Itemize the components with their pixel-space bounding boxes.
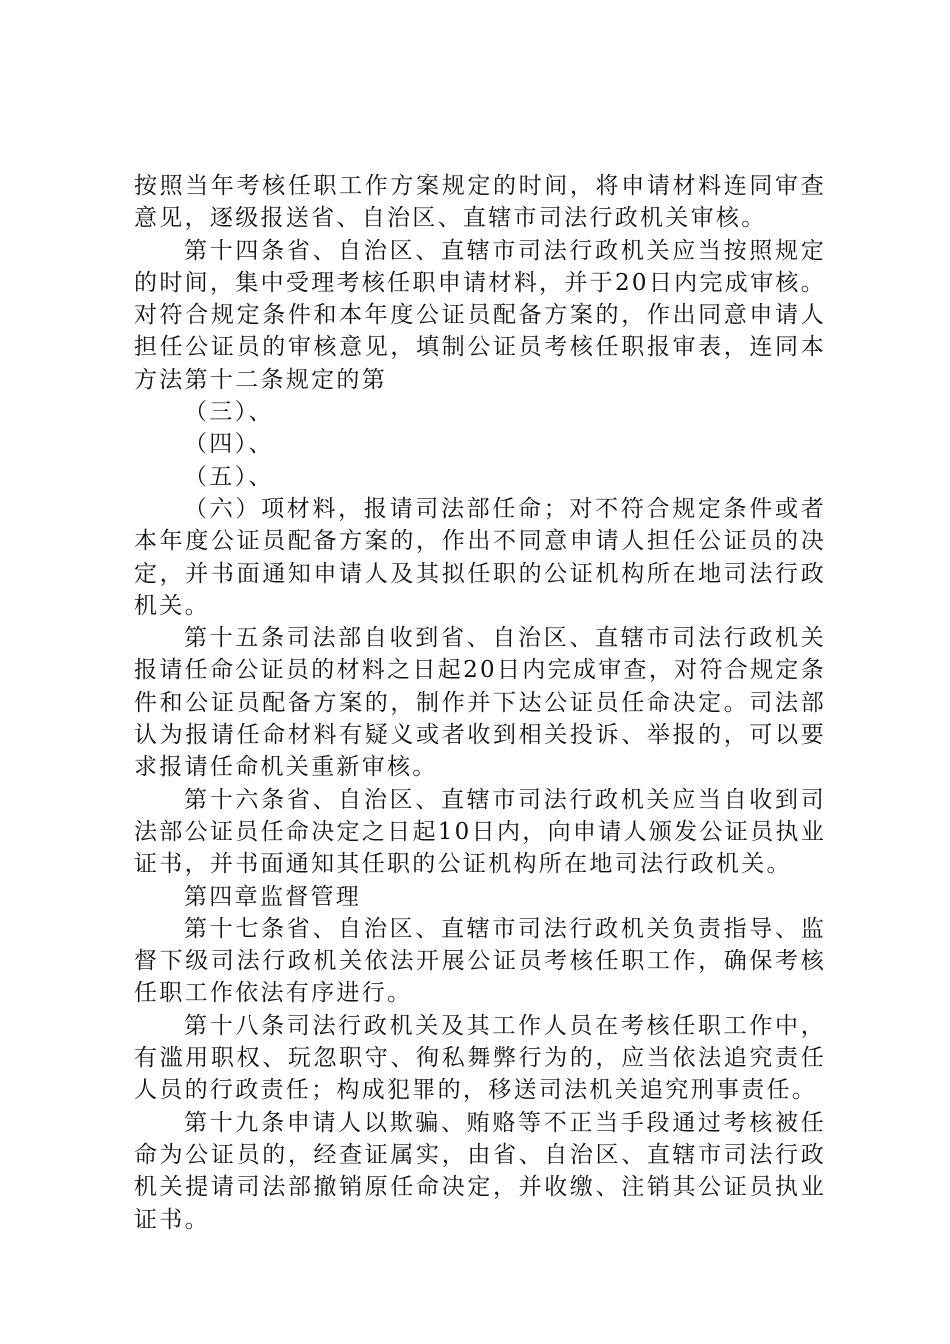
- paragraph-article-17: 第十七条省、自治区、直辖市司法行政机关负责指导、监督下级司法行政机关依法开展公证员考核任职工作，确保考核任职工作依法有序进行。: [134, 915, 826, 1007]
- paragraph-article-15: 第十五条司法部自收到省、自治区、直辖市司法行政机关报请任命公证员的材料之日起20日内完成审查，对符合规定条件和公证员配备方案的，制作并下达公证员任命决定。司法部认为报请任命材料有疑义或者收到相关投诉、举报的，可以要求报请任命机关重新审核。: [134, 625, 826, 781]
- paragraph-article-19: 第十九条申请人以欺骗、贿赂等不正当手段通过考核被任命为公证员的，经查证属实，由省、自治区、直辖市司法行政机关提请司法部撤销原任命决定，并收缴、注销其公证员执业证书。: [134, 1109, 826, 1233]
- paragraph-article-14: 第十四条省、自治区、直辖市司法行政机关应当按照规定的时间，集中受理考核任职申请材料，并于20日内完成审核。对符合规定条件和本年度公证员配备方案的，作出同意申请人担任公证员的审核意见，填制公证员考核任职报审表，连同本方法第十二条规定的第: [134, 237, 826, 393]
- paragraph-continuation: 按照当年考核任职工作方案规定的时间，将申请材料连同审查意见，逐级报送省、自治区、直辖市司法行政机关审核。: [134, 173, 826, 232]
- chapter-heading-4: 第四章监督管理: [184, 883, 362, 910]
- paragraph-item-5: （五）、: [184, 463, 274, 490]
- paragraph-item-6: （六）项材料，报请司法部任命；对不符合规定条件或者本年度公证员配备方案的，作出不同意申请人担任公证员的决定，并书面通知申请人及其拟任职的公证机构所在地司法行政机关。: [134, 495, 826, 619]
- paragraph-item-3: （三）、: [184, 399, 274, 426]
- paragraph-article-16: 第十六条省、自治区、直辖市司法行政机关应当自收到司法部公证员任命决定之日起10日内，向申请人颁发公证员执业证书，并书面通知其任职的公证机构所在地司法行政机关。: [134, 786, 826, 878]
- paragraph-article-18: 第十八条司法行政机关及其工作人员在考核任职工作中，有滥用职权、玩忽职守、徇私舞弊行为的，应当依法追究责任人员的行政责任；构成犯罪的，移送司法机关追究刑事责任。: [134, 1012, 826, 1104]
- document-body: [134, 170, 826, 1236]
- paragraph-item-4: （四）、: [184, 431, 274, 458]
